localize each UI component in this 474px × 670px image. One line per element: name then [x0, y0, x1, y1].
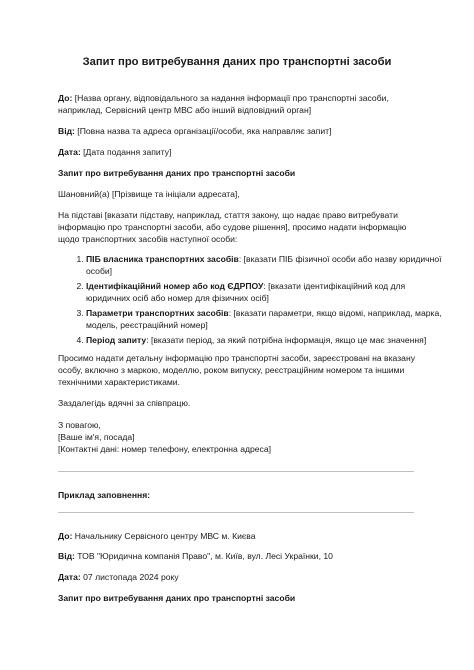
- from-block: [58, 125, 416, 137]
- example-to-block: [58, 530, 416, 542]
- example-from-label: Від:: [58, 551, 75, 561]
- signer-line: [Ваше ім'я, посада]: [58, 432, 135, 442]
- to-label: До:: [58, 93, 73, 103]
- date-block: [58, 146, 416, 158]
- list-item-text: : [вказати ідентифікаційний код для юридичних осіб або номер для фізичних осіб]: [86, 281, 406, 303]
- list-item: [86, 253, 444, 277]
- example-heading: Приклад заповнення:: [58, 490, 151, 500]
- document-title: Запит про витребування даних про транспортні засоби: [82, 56, 392, 68]
- list-item-label: ПІБ власника транспортних засобів: [86, 254, 239, 264]
- subject-line: Запит про витребування даних про транспортні засоби: [58, 168, 296, 178]
- request-paragraph: Просимо надати детальну інформацію про транспортні засоби, зареєстровані на вказану особу, включно з маркою, моделлю, роком випуску, реєстраційним номером та іншими технічними характеристиками.: [58, 353, 415, 387]
- list-item: [86, 334, 444, 346]
- divider: [58, 471, 414, 472]
- example-from-block: [58, 550, 416, 562]
- example-date-label: Дата:: [58, 572, 81, 582]
- example-date-block: [58, 571, 416, 583]
- list-item-text: : [вказати період, за який потрібна інформація, якщо це має значення]: [146, 335, 427, 345]
- list-item-text: : [вказати ПІБ фізичної особи або назву юридичної особи]: [86, 254, 442, 276]
- list-item-label: Період запиту: [86, 335, 147, 345]
- salutation: Шановний(а) [Прізвище та ініціали адресата],: [58, 189, 240, 199]
- list-item-text: : [вказати параметри, якщо відомі, наприклад, марка, модель, реєстраційний номер]: [86, 308, 442, 330]
- to-block: [58, 92, 416, 116]
- from-text: [Повна назва та адреса організації/особи, яка направляє запит]: [74, 126, 332, 136]
- request-items-list: [58, 253, 444, 349]
- to-text: [Назва органу, відповідального за надання інформації про транспортні засоби, наприклад, Сервісний центр МВС або інший відповідний орган]: [58, 93, 389, 115]
- example-from-text: ТОВ "Юридична компанія Право", м. Київ, вул. Лесі Українки, 10: [74, 551, 333, 561]
- thanks-line: Заздалегідь вдячні за співпрацю.: [58, 398, 191, 408]
- intro-paragraph: На підставі [вказати підставу, наприклад, стаття закону, що надає право витребувати інформацію про транспортні засоби, або судове рішення], просимо надати інформацію щодо транспортних засобів наступної особи:: [58, 210, 407, 244]
- list-item-label: Ідентифікаційний номер або код ЄДРПОУ: [86, 281, 264, 291]
- from-label: Від:: [58, 126, 75, 136]
- example-to-text: Начальнику Сервісного центру МВС м. Києва: [72, 531, 256, 541]
- date-label: Дата:: [58, 147, 81, 157]
- list-item-label: Параметри транспортних засобів: [86, 308, 229, 318]
- example-date-text: 07 листопада 2024 року: [80, 572, 179, 582]
- date-text: [Дата подання запиту]: [80, 147, 172, 157]
- list-item: [86, 307, 444, 331]
- example-to-label: До:: [58, 531, 73, 541]
- list-item: [86, 280, 444, 304]
- example-subject-line: Запит про витребування даних про транспортні засоби: [58, 593, 296, 603]
- divider: [58, 512, 414, 513]
- closing-line: З повагою,: [58, 420, 101, 430]
- contacts-line: [Контактні дані: номер телефону, електронна адреса]: [58, 444, 272, 454]
